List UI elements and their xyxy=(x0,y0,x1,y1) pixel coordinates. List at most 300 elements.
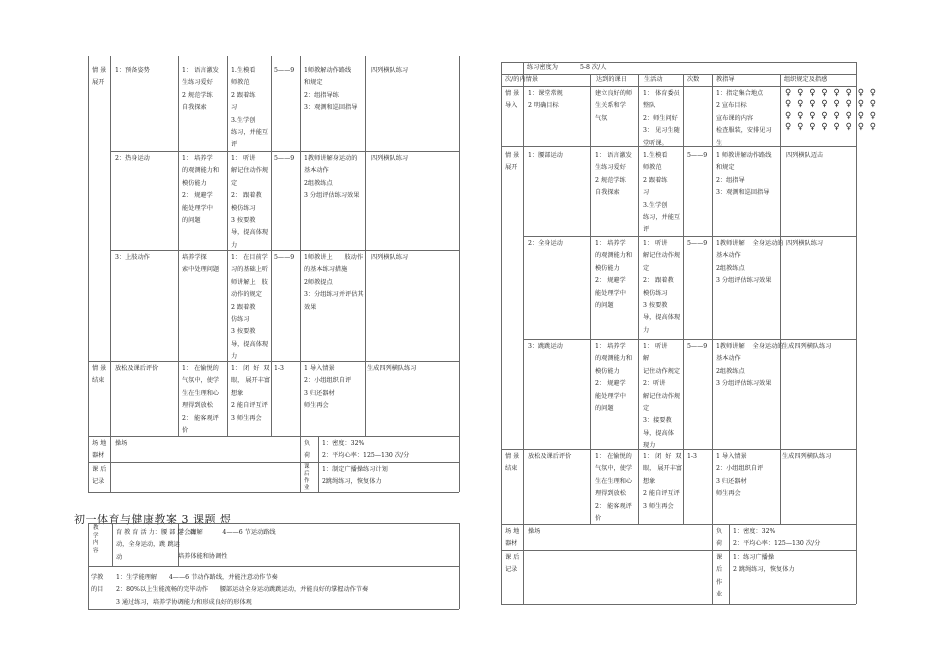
method-cell xyxy=(643,88,680,150)
org-cell xyxy=(782,451,832,463)
text-line: 2组教练点 xyxy=(716,367,745,375)
venue-label xyxy=(92,438,106,463)
text-line: 习的基础上听 xyxy=(231,266,269,274)
text-line: 2：平均心率：125—130 次/分 xyxy=(322,452,410,460)
text-line: 四列横队练习 xyxy=(371,155,409,162)
teach-content-right xyxy=(178,527,276,539)
stage-label xyxy=(505,150,519,175)
text-line: 记录 xyxy=(92,478,105,486)
text-line: 3.生学创 xyxy=(643,201,668,209)
text-line: 1：课堂常规 xyxy=(528,90,563,97)
text-line: 1： 在愉悦的 xyxy=(595,453,632,460)
goal-cell xyxy=(595,451,632,525)
text-line: 四列横队练习 xyxy=(786,240,824,247)
text-line: 1：密度：32% xyxy=(322,440,365,447)
text-line: 2： 规避学 xyxy=(595,277,626,285)
text-line: 情 景 xyxy=(92,365,107,372)
content-cell xyxy=(528,451,571,463)
text-line: 5——9 xyxy=(687,152,708,159)
goal-cell xyxy=(182,363,219,437)
text-line: 自我探索 xyxy=(182,104,207,112)
text-line: 1： 语言激发 xyxy=(595,152,632,159)
text-line: 2：全身运动 xyxy=(528,240,563,247)
text-line: 价 xyxy=(595,515,602,523)
text-line: 模仿能力 xyxy=(595,264,620,272)
text-line: 负 xyxy=(716,528,723,535)
goal-cell xyxy=(182,252,219,277)
text-line: 2：听讲 xyxy=(643,380,666,388)
text-line: 模仿练习 xyxy=(231,204,256,212)
header-col1: 次/的内情景 xyxy=(505,76,539,83)
text-line: 和规定 xyxy=(716,164,735,172)
text-line: 练习，并能互 xyxy=(643,214,681,222)
text-line: 生成四列横队练习 xyxy=(782,453,832,460)
teacher-cell xyxy=(304,363,351,413)
text-line: 1： 听讲 xyxy=(643,240,668,247)
text-line: 2：师生问好 xyxy=(643,114,678,122)
text-line: 定 xyxy=(643,405,650,413)
content-cell xyxy=(115,65,150,77)
text-line: 理得到放松 xyxy=(595,490,626,498)
text-line: 3： 见习生随 xyxy=(643,127,680,135)
text-line: 1 导入情景 xyxy=(304,365,335,372)
text-line: 3 按要教 xyxy=(643,302,668,310)
text-line: 2： 能客观评 xyxy=(595,502,632,510)
text-line: 宣布课的内容 xyxy=(716,114,754,122)
text-line: 定 xyxy=(643,264,650,272)
text-line: 1教师讲解身运动的 xyxy=(304,155,358,162)
text-line: 5——9 xyxy=(274,254,295,261)
text-line: 堂听课。 xyxy=(643,139,668,147)
text-line: 3：跳跳运动 xyxy=(528,343,563,350)
text-line: 的基本练习措施 xyxy=(304,266,348,274)
text-line: 课 后 xyxy=(92,466,107,473)
text-line: 2：小组组织自评 xyxy=(304,377,352,385)
density-label: 练习密度为 xyxy=(527,64,558,71)
text-line: 能处理学中 xyxy=(595,392,626,400)
notes-label xyxy=(505,552,519,577)
text-line: 场 地 xyxy=(505,528,520,535)
text-line: 3 按要教 xyxy=(231,328,256,336)
text-line: 2 能自评互评 xyxy=(643,490,680,498)
method-cell xyxy=(231,252,268,364)
text-line: 1： 培养学 xyxy=(595,343,626,350)
method-cell xyxy=(643,150,680,237)
text-line: 习 xyxy=(643,189,650,197)
org-cell xyxy=(367,363,417,375)
goal-cell xyxy=(595,88,632,125)
text-line: 3 分组评估练习效果 xyxy=(716,277,772,285)
content-cell xyxy=(528,341,563,353)
notes-label xyxy=(92,464,106,489)
text-line: 荷 xyxy=(304,452,311,460)
method-cell xyxy=(231,363,270,425)
time-cell xyxy=(687,238,707,250)
text-line: 3 分组评估练习效果 xyxy=(716,380,772,388)
text-line: 1： 培养学 xyxy=(595,240,626,247)
text-line: 1师教讲上 肢动作 xyxy=(304,254,364,261)
text-line: 2： 能客观评 xyxy=(182,414,219,422)
text-line: 1：腰部运动 xyxy=(528,152,563,159)
text-line: 的观测能力和 xyxy=(595,355,633,363)
text-line: 2组教练点 xyxy=(716,264,745,272)
time-cell xyxy=(687,150,707,162)
method-cell xyxy=(643,341,680,453)
teacher-cell xyxy=(304,153,359,203)
text-line: 2 跟着练 xyxy=(231,91,256,99)
text-line: 的问题 xyxy=(182,217,201,225)
text-line: 5——9 xyxy=(687,343,708,350)
load-value xyxy=(322,438,409,463)
text-line: 解记住动作规 xyxy=(643,392,681,400)
text-line: 效果 xyxy=(304,303,317,311)
goal-list xyxy=(116,572,368,609)
text-line: 2： 规避学 xyxy=(595,380,626,388)
text-line: 动作的规定 xyxy=(231,291,262,299)
text-line: 2： 跟着教 xyxy=(231,192,262,200)
text-line: 能处理学中 xyxy=(595,289,626,297)
text-line: 1： 培养学 xyxy=(182,155,213,162)
teach-content-label xyxy=(93,525,99,555)
time-cell xyxy=(274,65,294,77)
text-line: 容 xyxy=(93,547,99,554)
text-line: 练习，并能互 xyxy=(231,129,269,137)
content-cell xyxy=(528,88,563,113)
text-line: 作 xyxy=(716,578,723,586)
text-line: 的问题 xyxy=(595,302,614,310)
text-line: 1.生模看 xyxy=(231,67,256,74)
method-cell xyxy=(643,451,682,513)
text-line: 教 xyxy=(93,525,99,531)
goal-cell xyxy=(595,341,632,415)
text-line: 整队 xyxy=(643,102,656,110)
time-cell xyxy=(274,153,294,165)
text-line: 2：小组组织自评 xyxy=(716,465,764,473)
density-value: 5-8 次/人 xyxy=(580,64,607,71)
text-line: 放松及课后评价 xyxy=(528,453,572,460)
method-cell xyxy=(643,238,680,337)
venue-value: 操场 xyxy=(528,528,541,535)
text-line: 生成四列横队练习 xyxy=(367,365,417,372)
text-line: 解记住动作规 xyxy=(231,167,269,175)
formation-row: ♀ ♀ ♀ ♀ ♀ ♀ ♀ ♀ xyxy=(785,88,878,98)
method-cell xyxy=(231,153,268,252)
text-line: 3：观测和巡回指导 xyxy=(716,189,770,197)
stage-label xyxy=(505,88,519,113)
text-line: 的问题 xyxy=(595,405,614,413)
header-col4: 次数 xyxy=(687,76,700,83)
text-line: 2：组指导练 xyxy=(304,91,339,99)
text-line: 2： 跟着教 xyxy=(643,277,674,285)
time-cell xyxy=(274,363,284,375)
after-class-value xyxy=(733,552,795,577)
load-value xyxy=(733,526,820,551)
text-line: 评 xyxy=(643,226,650,234)
time-cell xyxy=(687,451,697,463)
text-line: 记录 xyxy=(505,566,518,574)
text-line: 情 景 xyxy=(505,152,520,159)
text-line: 2 跳绳练习，恢复体力 xyxy=(733,566,795,574)
text-line: 情 景 xyxy=(92,67,107,74)
formation-diagram xyxy=(785,88,878,133)
venue-label xyxy=(505,526,519,551)
text-line: 记住动作规定 xyxy=(643,367,681,375)
text-line: 5——9 xyxy=(274,67,295,74)
text-line: 生练习爱好 xyxy=(595,164,626,172)
text-line: 评 xyxy=(231,141,238,149)
text-line: 放松及课后评价 xyxy=(115,365,159,372)
text-line: 1.生模看 xyxy=(643,152,668,159)
content-cell xyxy=(528,150,563,162)
text-line: 3 通过练习，培养学协调能力和形成良好的形体观 xyxy=(116,598,252,606)
text-line: 后 xyxy=(716,566,723,574)
text-line: 师生再会 xyxy=(304,402,329,410)
header-col6: 组织规定及指感 xyxy=(784,76,828,83)
text-line: 1： 听讲 xyxy=(231,155,256,162)
text-line: 1教师讲解 全身运动的 xyxy=(716,240,784,247)
text-line: 导，提高体 xyxy=(643,429,674,437)
formation-row: ♀ ♀ ♀ ♀ ♀ ♀ ♀ ♀ xyxy=(785,99,878,110)
org-cell xyxy=(371,153,408,165)
text-line: 5——9 xyxy=(687,240,708,247)
after-class-label xyxy=(304,464,310,492)
teach-content-right-2: 培养体能和协调性 xyxy=(178,553,228,560)
text-line: 力 xyxy=(643,326,650,334)
org-cell xyxy=(782,341,832,353)
text-line: 的观测能力和 xyxy=(182,167,220,175)
text-line: 师教范 xyxy=(231,79,250,87)
text-line: 气氛 xyxy=(595,114,608,122)
text-line: 气氛中，使学 xyxy=(595,465,633,473)
goal-cell xyxy=(595,238,632,312)
text-line: 业 xyxy=(716,591,723,599)
text-line: 5——9 xyxy=(274,155,295,162)
text-line: 情 景 xyxy=(505,453,520,460)
text-line: 2： 规避学 xyxy=(182,192,213,200)
text-line: 荷 xyxy=(716,540,723,548)
text-line: 四列横队练习 xyxy=(371,254,409,261)
text-line: 师生再会 xyxy=(716,490,741,498)
text-line: 生在生理和心 xyxy=(595,477,633,485)
text-line: 定 xyxy=(231,179,238,187)
text-line: 2组教练点 xyxy=(304,179,333,187)
text-line: 3 归还器材 xyxy=(716,477,747,485)
text-line: 1教师讲解 全身运动的 xyxy=(716,343,784,350)
text-line: 1：预备姿势 xyxy=(115,67,150,74)
text-line: 气氛中，使学 xyxy=(182,377,220,385)
venue-value: 操场 xyxy=(115,440,128,447)
text-line: 2 跟着练 xyxy=(643,176,668,184)
text-line: 作 xyxy=(304,478,310,484)
text-line: 现力 xyxy=(643,442,656,450)
text-line: 动，全身运动，跳 跳运 xyxy=(116,541,180,549)
text-line: 模仿练习 xyxy=(643,289,668,297)
time-cell xyxy=(687,341,707,353)
text-line: 3 师生再会 xyxy=(231,414,262,422)
stage-label xyxy=(505,451,519,476)
text-line: 3：上肢动作 xyxy=(115,254,150,261)
text-line: 想象 xyxy=(643,477,656,485)
text-line: 2：热身运动 xyxy=(115,155,150,162)
stage-label xyxy=(92,65,106,90)
org-cell xyxy=(371,252,408,264)
text-line: 1-3 xyxy=(687,453,697,460)
stage-label xyxy=(92,363,106,388)
text-line: 四列横队迈击 xyxy=(786,152,824,159)
formation-row: ♀ ♀ ♀ ♀ ♀ ♀ ♀ ♀ xyxy=(785,110,878,121)
goal-label xyxy=(91,572,103,597)
text-line: 结束 xyxy=(92,377,105,385)
content-cell xyxy=(115,153,150,165)
formation-row: ♀ ♀ ♀ ♀ ♀ ♀ ♀ ♀ xyxy=(785,121,878,132)
text-line: 器材 xyxy=(92,452,105,460)
teacher-cell xyxy=(716,88,772,150)
text-line: 基本动作 xyxy=(716,252,741,260)
text-line: 导，提高体现 xyxy=(643,314,681,322)
text-line: 1： 语言激发 xyxy=(182,67,219,74)
org-cell xyxy=(786,238,823,250)
text-line: 四列横队练习 xyxy=(371,67,409,74)
text-line: 仿练习 xyxy=(231,316,250,324)
text-line: 生在生理和心 xyxy=(182,389,220,397)
text-line: 建立良好的师 xyxy=(595,90,633,97)
text-line: 课 xyxy=(304,464,310,470)
text-line: 生 xyxy=(716,139,723,147)
content-cell xyxy=(528,238,563,250)
text-line: 1-3 xyxy=(274,365,284,372)
text-line: 内 xyxy=(93,540,99,546)
text-line: 能处理学中 xyxy=(182,204,213,212)
text-line: 力 xyxy=(231,353,238,361)
text-line: 索中处理问题 xyxy=(182,266,220,274)
text-line: 想象 xyxy=(231,389,244,397)
text-line: 2 跟着教 xyxy=(231,303,256,311)
text-line: 1： 在目前学 xyxy=(231,254,268,261)
text-line: 导，提高体现 xyxy=(231,229,269,237)
text-line: 后 xyxy=(304,471,310,477)
text-line: 1： 在愉悦的 xyxy=(182,365,219,372)
text-line: 模仿能力 xyxy=(595,367,620,375)
text-line: 生关系和学 xyxy=(595,102,626,110)
text-line: 3：接要教 xyxy=(643,417,672,425)
text-line: 1：练习广播操 xyxy=(733,554,775,561)
teacher-cell xyxy=(304,65,357,115)
text-line: 2跳绳练习，恢复体力 xyxy=(322,478,382,486)
text-line: 3：观测和巡回指导 xyxy=(304,104,358,112)
text-line: 解记住动作规 xyxy=(643,252,681,260)
text-line: 1：密度：32% xyxy=(733,528,776,535)
goal-cell xyxy=(182,153,219,227)
text-line: 2 规范学练 xyxy=(595,176,626,184)
text-line: 2 规范学练 xyxy=(182,91,213,99)
text-line: 2师教提点 xyxy=(304,278,333,286)
header-col5: 教指导 xyxy=(716,76,735,83)
text-line: 2 宣布目标 xyxy=(716,102,747,110)
text-line: 基本动作 xyxy=(716,355,741,363)
text-line: 理得到放松 xyxy=(182,402,213,410)
text-line: 3 分组评估练习效果 xyxy=(304,192,360,200)
load-label xyxy=(304,438,310,463)
text-line: 1：生学能理解 4——6 节动作路线，并能注意动作节奏 xyxy=(116,574,278,581)
text-line: 1： 体育委员 xyxy=(643,90,680,97)
teacher-cell xyxy=(304,252,364,314)
content-cell xyxy=(115,363,158,375)
text-line: 3.生学创 xyxy=(231,116,256,124)
text-line: 生成四列横队练习 xyxy=(782,343,832,350)
text-line: 学 xyxy=(93,532,99,539)
goal-cell xyxy=(595,150,632,200)
text-line: 检查服装，安排见习 xyxy=(716,127,772,135)
text-line: 展开 xyxy=(92,79,105,87)
teacher-cell xyxy=(716,150,771,200)
text-line: 1： 听讲 xyxy=(643,343,668,350)
text-line: 导，提高体现 xyxy=(231,340,269,348)
text-line: 结束 xyxy=(505,465,518,473)
text-line: 力 xyxy=(231,241,238,249)
method-cell xyxy=(231,65,268,152)
text-line: 2 明确目标 xyxy=(528,102,559,110)
text-line: 基本动作 xyxy=(304,167,329,175)
text-line: 培养学探 xyxy=(182,254,207,261)
text-line: 价 xyxy=(182,427,189,435)
teacher-cell xyxy=(716,238,784,288)
time-cell xyxy=(274,252,294,264)
text-line: 的观测能力和 xyxy=(595,252,633,260)
text-line: 场 地 xyxy=(92,440,107,447)
content-cell xyxy=(115,252,150,264)
text-line: 负 xyxy=(304,440,311,447)
text-line: 眼， 展开丰富 xyxy=(231,377,271,385)
text-line: 习 xyxy=(231,104,238,112)
header-col2: 达到的课日 xyxy=(596,76,627,83)
text-line: 生练习爱好 xyxy=(182,79,213,87)
text-line: 课 xyxy=(716,554,723,561)
text-line: 师讲解上 肢 xyxy=(231,278,268,286)
text-line: 导入 xyxy=(505,102,518,110)
text-line: 模仿能力 xyxy=(182,179,207,187)
text-line: 2 能自评互评 xyxy=(231,402,268,410)
text-line: 1： 闭 好 双 xyxy=(643,453,682,460)
text-line: 业 xyxy=(304,485,310,491)
text-line: 1：制定广播操练习计划 xyxy=(322,466,388,473)
org-cell xyxy=(371,65,408,77)
page-title: 初一体育与健康教案 3 课题 煜 xyxy=(74,513,232,526)
text-line: 器材 xyxy=(505,540,518,548)
org-cell xyxy=(786,150,823,162)
text-line: 2：组指导 xyxy=(716,176,745,184)
text-line: 和规定 xyxy=(304,79,323,87)
text-line: 师教范 xyxy=(643,164,662,172)
text-line: 学会图解 4——6 节运动路线 xyxy=(178,529,276,536)
text-line: 1 师教讲解动作路线 xyxy=(716,152,772,159)
text-line: 3 师生再会 xyxy=(643,502,674,510)
text-line: 1师教解动作路线 xyxy=(304,67,352,74)
teacher-cell xyxy=(716,451,763,501)
text-line: 1 导入情景 xyxy=(716,453,747,460)
text-line: 课 后 xyxy=(505,554,520,561)
header-col3: 生活动 xyxy=(644,76,663,83)
text-line: 解 xyxy=(643,355,650,363)
text-line: 的目 xyxy=(91,586,104,594)
text-line: 2：80%以上生能流畅的完毕动作 腰部运动全身运动跳跳运动，并能良好的掌握动作节奏 xyxy=(116,586,369,594)
after-class-value xyxy=(322,464,388,489)
text-line: 1：指定集合地点 xyxy=(716,90,764,97)
text-line: 3 按要教 xyxy=(231,217,256,225)
teacher-cell xyxy=(716,341,784,391)
text-line: 1： 闭 好 双 xyxy=(231,365,270,372)
text-line: 情 景 xyxy=(505,90,520,97)
text-line: 3：分组练习并评估其 xyxy=(304,291,364,299)
